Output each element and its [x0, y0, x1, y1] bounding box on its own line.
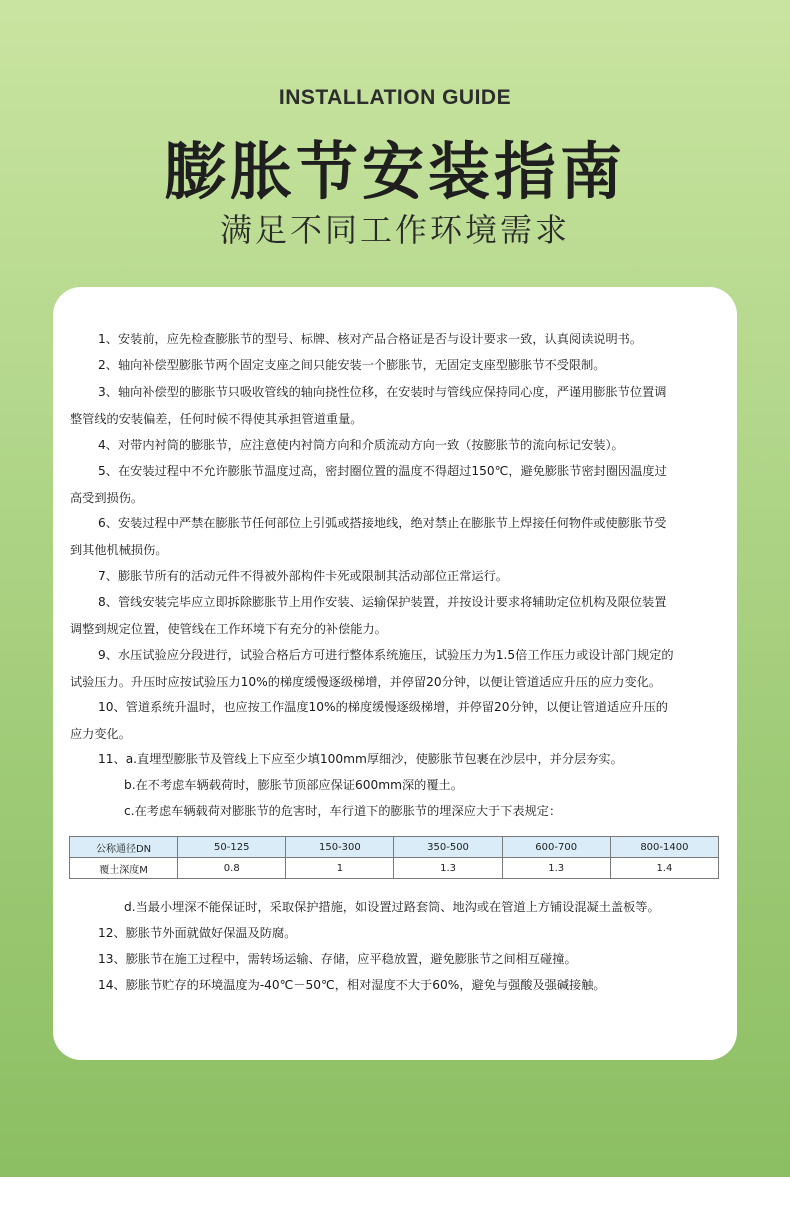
- subtitle: 满足不同工作环境需求: [219, 211, 570, 249]
- table-row-depth: [70, 858, 719, 879]
- table-header-cell: 公称通径DN: [70, 837, 178, 858]
- table-cell: 50-125: [178, 837, 286, 858]
- guide-item-10: 10、管道系统升温时，也应按工作温度10%的梯度缓慢逐级梯增，并停留20分钟，以便让管道适应升压的 应力变化。: [70, 700, 668, 741]
- guide-item-14: 14、膨胀节贮存的环境温度为-40℃－50℃，相对湿度不大于60%，避免与强酸及强碱接触。: [98, 978, 606, 992]
- guide-item-11b: b.在不考虑车辆载荷时，膨胀节顶部应保证600mm深的覆土。: [124, 778, 463, 792]
- guide-item-11c: c.在考虑车辆载荷对膨胀节的危害时，车行道下的膨胀节的埋深应大于下表规定：: [124, 804, 562, 818]
- english-title: INSTALLATION GUIDE: [278, 86, 512, 109]
- table-cell: 150-300: [286, 837, 394, 858]
- guide-item-7: 7、膨胀节所有的活动元件不得被外部构件卡死或限制其活动部位正常运行。: [98, 569, 508, 583]
- guide-item-9: 9、水压试验应分段进行，试验合格后方可进行整体系统施压，试验压力为1.5倍工作压力或设计部门规定的 试验压力。升压时应按试验压力10%的梯度缓慢逐级梯增，并停留20分钟，以便让管道适应升压的应力变化。: [70, 648, 674, 689]
- table-cell: 1.4: [610, 858, 718, 879]
- guide-item-8: 8、管线安装完毕应立即拆除膨胀节上用作安装、运输保护装置，并按设计要求将辅助定位机构及限位装置 调整到规定位置，使管线在工作环境下有充分的补偿能力。: [70, 595, 667, 636]
- table-cell: 600-700: [502, 837, 610, 858]
- guide-item-11a: 11、a.直埋型膨胀节及管线上下应至少填100mm厚细沙，使膨胀节包裹在沙层中，并分层夯实。: [98, 752, 623, 766]
- table-row-diameter: [70, 837, 719, 858]
- guide-item-3: 3、轴向补偿型的膨胀节只吸收管线的轴向挠性位移，在安装时与管线应保持同心度，严谨用膨胀节位置调 整管线的安装偏差，任何时候不得使其承担管道重量。: [70, 385, 667, 426]
- table-cell: 1.3: [502, 858, 610, 879]
- guide-item-6: 6、安装过程中严禁在膨胀节任何部位上引弧或搭接地线，绝对禁止在膨胀节上焊接任何物件或使膨胀节受 到其他机械损伤。: [70, 516, 667, 557]
- table-cell: 0.8: [178, 858, 286, 879]
- guide-item-5: 5、在安装过程中不允许膨胀节温度过高，密封圈位置的温度不得超过150℃，避免膨胀节密封圈因温度过 高受到损伤。: [70, 464, 667, 505]
- guide-item-1: 1、安装前，应先检查膨胀节的型号、标牌、核对产品合格证是否与设计要求一致，认真阅读说明书。: [98, 332, 643, 346]
- guide-item-12: 12、膨胀节外面就做好保温及防腐。: [98, 926, 297, 940]
- burial-depth-table: [69, 836, 719, 879]
- guide-item-13: 13、膨胀节在施工过程中，需转场运输、存储，应平稳放置，避免膨胀节之间相互碰撞。: [98, 952, 577, 966]
- table-cell: 1.3: [394, 858, 502, 879]
- guide-item-2: 2、轴向补偿型膨胀节两个固定支座之间只能安装一个膨胀节，无固定支座型膨胀节不受限制。: [98, 358, 606, 372]
- table-cell: 1: [286, 858, 394, 879]
- table-cell: 350-500: [394, 837, 502, 858]
- table-cell: 800-1400: [610, 837, 718, 858]
- table-header-cell: 覆土深度M: [70, 858, 178, 879]
- guide-item-11d: d.当最小埋深不能保证时，采取保护措施，如设置过路套筒、地沟或在管道上方铺设混凝土盖板等。: [124, 900, 660, 914]
- guide-item-4: 4、对带内衬筒的膨胀节，应注意使内衬筒方向和介质流动方向一致（按膨胀节的流向标记安装）。: [98, 438, 624, 452]
- chinese-title: 膨胀节安装指南: [163, 135, 626, 208]
